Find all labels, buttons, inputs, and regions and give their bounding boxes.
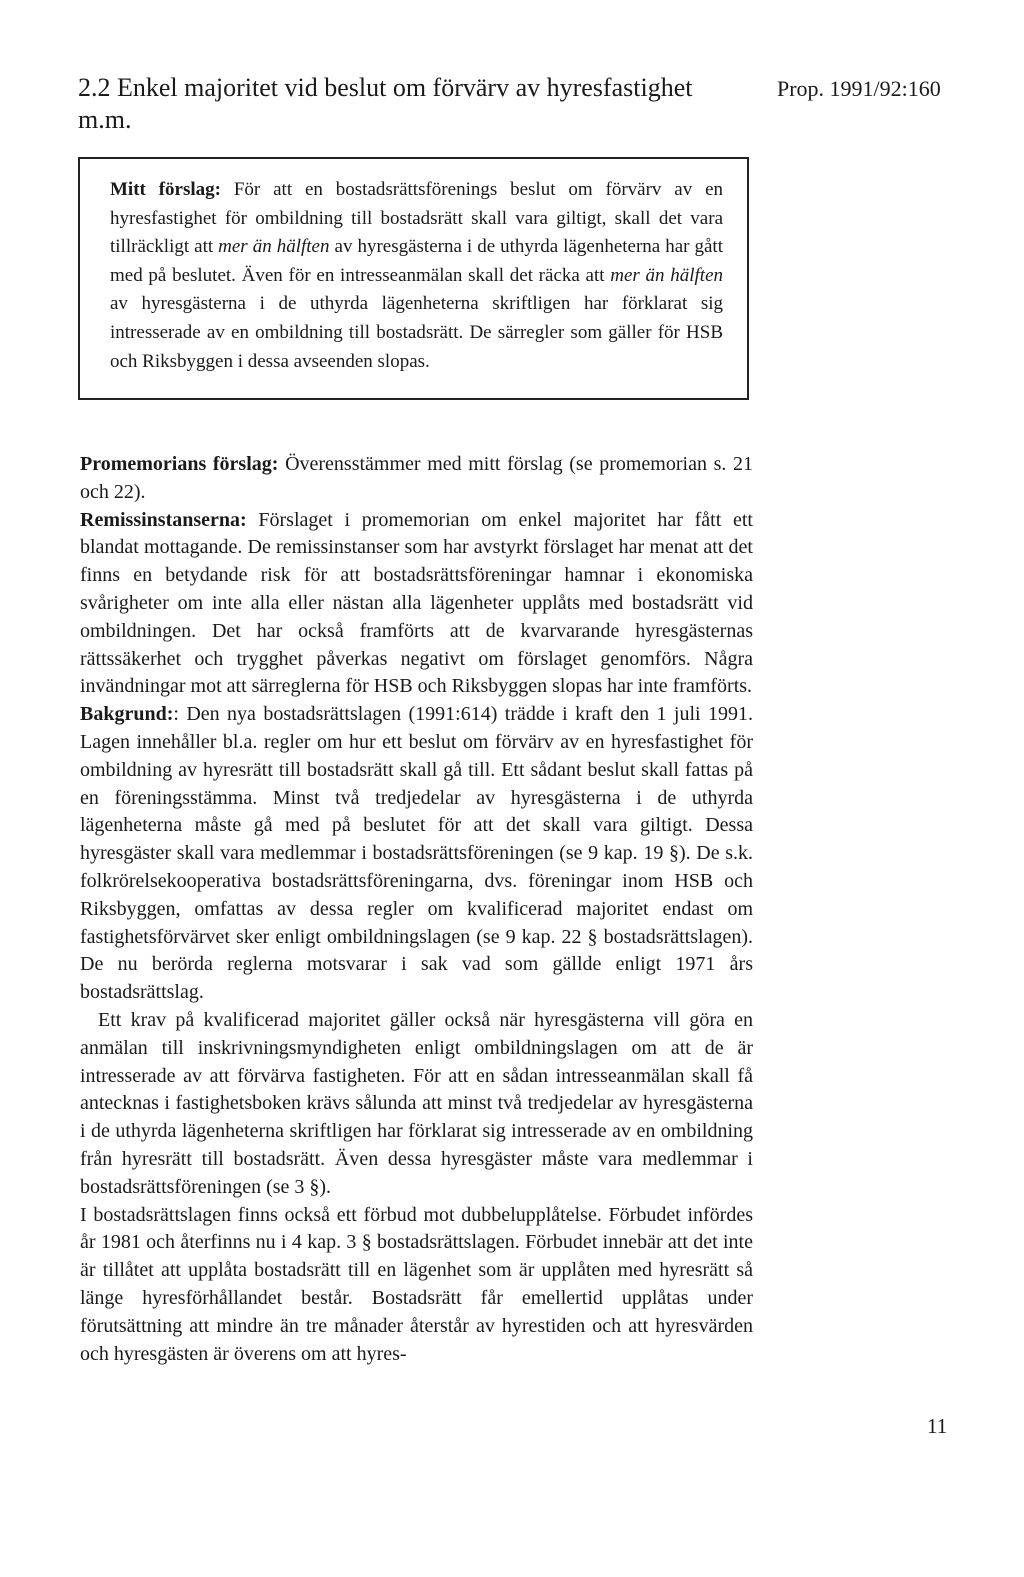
remissinstanserna-paragraph (80, 507, 753, 702)
page-number: 11 (927, 1414, 948, 1438)
intresseanmalan-paragraph: Ett krav på kvalificerad majoritet gäller också när hyresgästerna vill göra en anmälan till inskrivningsmyndigheten enligt ombildningslagen om att de är intresserade av att förvärva fastigheten. För att en sådan intresseanmälan skall få antecknas i fastighetsboken krävs sålunda att minst två tredjedelar av hyresgästerna i de uthyrda lägenheterna skriftligen har förklarat sig intresserade av en ombildning från hyresrätt till bostadsrätt. Även dessa hyresgäster måste vara medlemmar i bostadsrättsföreningen (se 3 §). (80, 1008, 753, 1198)
my-proposal-text (110, 176, 723, 376)
promemoria-paragraph (80, 451, 753, 507)
my-proposal-emphasis-1: mer än hälften (218, 236, 330, 258)
dubbelupplatelse-paragraph: I bostadsrättslagen finns också ett förbud mot dubbelupplåtelse. Förbudet infördes år 1981 och återfinns nu i 4 kap. 3 § bostadsrättslagen. Förbudet innebär att det inte är tillåtet att upplåta bostadsrätt till en lägenhet som är upplåten med hyresrätt så länge hyresförhållandet består. Bostadsrätt får emellertid upplåtas under förutsättning att mindre än tre månader återstår av hyrestiden och att hyresvärden och hyresgästen är överens om att hyres- (80, 1203, 753, 1365)
remissinstanserna-text: Förslaget i promemorian om enkel majoritet har fått ett blandat mottagande. De remissinstanser som har avstyrkt förslaget har menat att det finns en betydande risk för att bostadsrättsföreningar hamnar i ekonomiska svårigheter om inte alla eller nästan alla lägenheter upplåts med bostadsrätt vid ombildningen. Det har också framförts att de kvarvarande hyresgästernas rättssäkerhet och trygghet påverkas negativt om förslaget genomförs. Några invändningar mot att särreglerna för HSB och Riksbyggen slopas har inte framförts. (80, 508, 753, 698)
bakgrund-text: : Den nya bostadsrättslagen (1991:614) trädde i kraft den 1 juli 1991. Lagen innehåller bl.a. regler om hur ett beslut om förvärv av en hyresfastighet för ombildning av hyresrätt till bostadsrätt skall gå till. Ett sådant beslut skall fattas på en föreningsstämma. Minst två tredjedelar av hyresgästerna i de uthyrda lägenheterna måste gå med på beslutet för att det skall vara giltigt. Dessa hyresgäster skall vara medlemmar i bostadsrättsföreningen (se 9 kap. 19 §). De s.k. folkrörelsekooperativa bostadsrättsföreningarna, dvs. föreningar inom HSB och Riksbyggen, omfattas av dessa regler om kvalificerad majoritet endast om fastighetsförvärvet sker enligt ombildningslagen (se 9 kap. 22 § bostadsrättslagen). De nu berörda reglerna motsvarar i sak vad som gällde enligt 1971 års bostadsrättslag. (80, 703, 753, 1004)
my-proposal-text-part-2: av hyresgästerna i de uthyrda lägenheterna har gått med på beslutet. Även för en intresseanmälan skall det räcka att (110, 236, 723, 286)
promemoria-label: Promemorians förslag: (80, 453, 279, 475)
my-proposal-emphasis-2: mer än hälften (610, 264, 724, 286)
bakgrund-paragraph (80, 701, 753, 1007)
my-proposal-box (78, 157, 749, 400)
remissinstanserna-label: Remissinstanserna: (80, 508, 247, 531)
section-heading: 2.2 Enkel majoritet vid beslut om förvärv av hyresfastighet m.m. (78, 73, 693, 134)
my-proposal-text-part-3: av hyresgästerna i de uthyrda lägenheterna skriftligen har förklarat sig intresserade av en ombildning till bostadsrätt. De särregler som gäller för HSB och Riksbyggen i dessa avseenden slopas. (110, 293, 723, 372)
my-proposal-label: Mitt förslag: (110, 179, 221, 200)
document-body (80, 451, 753, 1368)
proposition-reference: Prop. 1991/92:160 (777, 76, 941, 101)
bakgrund-label: Bakgrund: (80, 703, 174, 726)
promemoria-text: Överensstämmer med mitt förslag (se promemorian s. 21 och 22). (80, 453, 753, 503)
my-proposal-text-part-1: För att en bostadsrättsförenings beslut om förvärv av en hyresfastighet för ombildning till bostadsrätt skall vara giltigt, skall det vara tillräckligt att (110, 179, 723, 258)
